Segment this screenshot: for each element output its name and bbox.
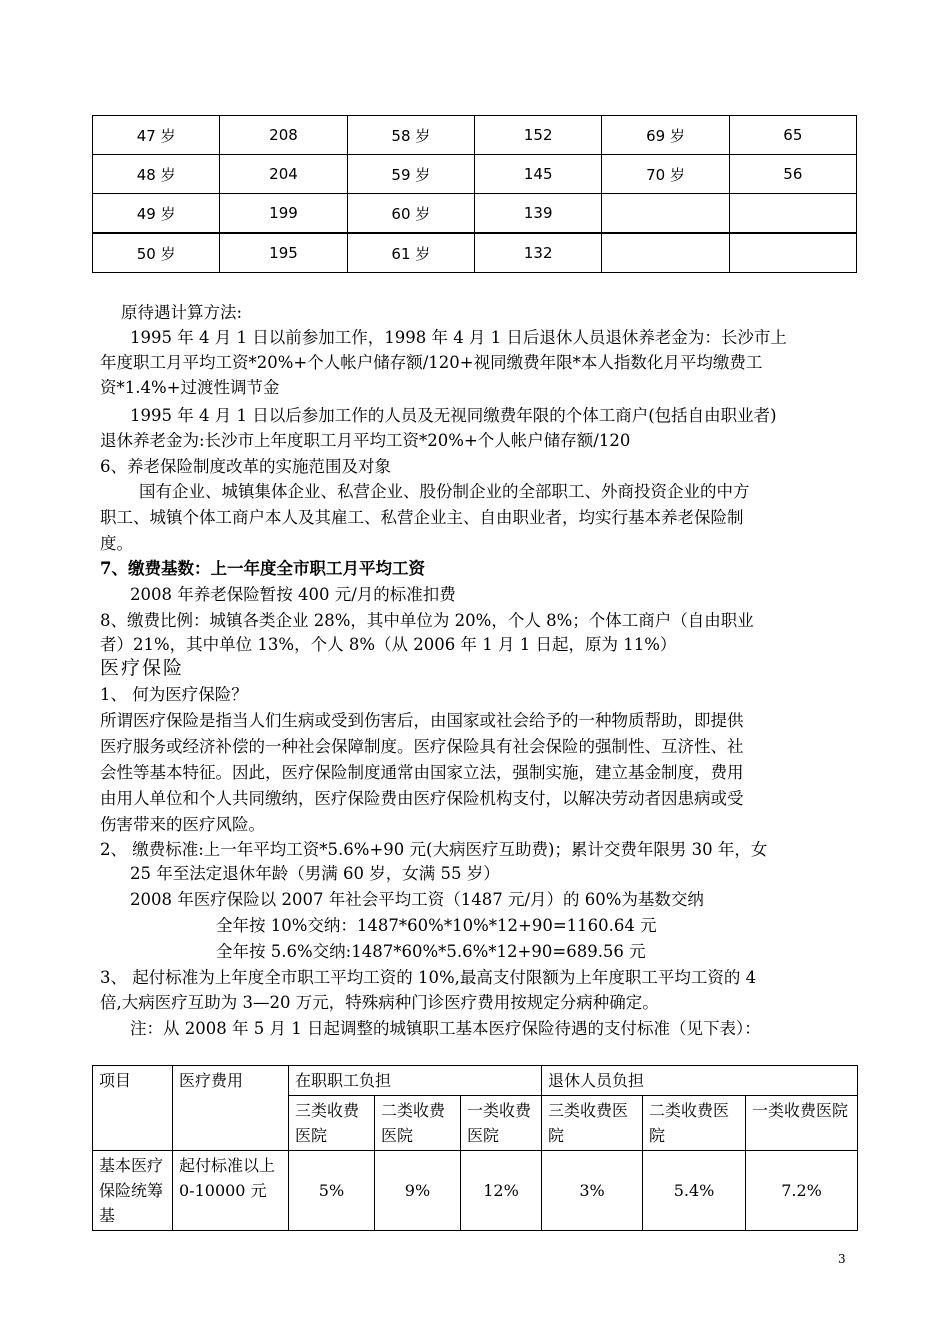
table-cell: 49 岁 [93,194,220,234]
text-line: 2008 年养老保险暂按 400 元/月的标准扣费 [130,585,456,604]
table-header-cell: 二类收费医院 [375,1096,461,1151]
table-cell: 58 岁 [347,116,474,155]
text-line: 由用人单位和个人共同缴纳，医疗保险费由医疗保险机构支付，以解决劳动者因患病或受 [100,789,744,808]
table-cell: 48 岁 [93,155,220,194]
table-header-cell: 项目 [93,1066,173,1151]
text-line: 1995 年 4 月 1 日以后参加工作的人员及无视同缴费年限的个体工商户(包括自由职业者) [130,406,777,425]
section-heading: 8、缴费比例：城镇各类企业 28%，其中单位为 20%，个人 8%；个体工商户（自由职业 [100,611,754,630]
text-line: 退休养老金为:长沙市上年度职工月平均工资*20%+个人帐户储存额/120 [100,431,631,450]
table-cell [602,233,729,273]
table-cell: 152 [474,116,601,155]
table-cell: 5.4% [643,1151,746,1231]
table-header-cell: 在职职工负担 [289,1066,542,1096]
table-cell [729,233,856,273]
section-heading: 7、缴费基数：上一年度全市职工月平均工资 [100,559,425,578]
table-cell: 61 岁 [347,233,474,273]
table-cell: 195 [220,233,347,273]
text-line: 全年按 10%交纳：1487*60%*10%*12+90=1160.64 元 [216,916,657,935]
text-line: 医疗服务或经济补偿的一种社会保障制度。医疗保险具有社会保险的强制性、互济性、社 [100,737,744,756]
text-line: 资*1.4%+过渡性调节金 [100,378,280,397]
section-heading: 2、 缴费标准:上一年平均工资*5.6%+90 元(大病医疗互助费)；累计交费年限男 30 年，女 [100,840,768,859]
text-line: 倍,大病医疗互助为 3—20 万元，特殊病种门诊医疗费用按规定分病种确定。 [100,993,659,1012]
table-cell: 208 [220,116,347,155]
text-line: 年度职工月平均工资*20%+个人帐户储存额/120+视同缴费年限*本人指数化月平均缴费工 [100,353,763,372]
text-line: 者）21%，其中单位 13%，个人 8%（从 2006 年 1 月 1 日起，原为 11%） [100,635,677,654]
table-cell: 3% [542,1151,643,1231]
table-row [93,1151,858,1231]
table-cell: 9% [375,1151,461,1231]
text-line: 2008 年医疗保险以 2007 年社会平均工资（1487 元/月）的 60%为基数交纳 [130,890,704,909]
table-header-cell: 二类收费医院 [643,1096,746,1151]
table-cell: 起付标准以上 0-10000 元 [173,1151,289,1231]
text-line: 25 年至法定退休年龄（男满 60 岁，女满 55 岁） [130,864,500,883]
pension-age-table [92,115,857,273]
table-cell: 69 岁 [602,116,729,155]
table-cell: 50 岁 [93,233,220,273]
table-row [93,1066,858,1096]
table-cell: 47 岁 [93,116,220,155]
table-cell: 145 [474,155,601,194]
page-number: 3 [838,1252,846,1266]
table-cell [729,194,856,234]
section-heading: 6、养老保险制度改革的实施范围及对象 [100,457,391,476]
table-cell: 12% [461,1151,542,1231]
text-line: 国有企业、城镇集体企业、私营企业、股份制企业的全部职工、外商投资企业的中方 [139,482,750,501]
table-row [93,155,857,194]
table-header-cell: 退休人员负担 [542,1066,858,1096]
table-cell [602,194,729,234]
text-line: 职工、城镇个体工商户本人及其雇工、私营企业主、自由职业者，均实行基本养老保险制 [100,508,744,527]
table-cell: 基本医疗保险统筹基 [93,1151,173,1231]
text-line: 原待遇计算方法: [121,303,243,322]
table-cell: 5% [289,1151,375,1231]
table-cell: 59 岁 [347,155,474,194]
table-cell: 204 [220,155,347,194]
section-heading: 1、 何为医疗保险？ [100,685,248,704]
section-heading: 3、 起付标准为上年度全市职工平均工资的 10%,最高支付限额为上年度职工平均工资的 4 [100,968,757,987]
table-cell: 60 岁 [347,194,474,234]
text-line: 全年按 5.6%交纳:1487*60%*5.6%*12+90=689.56 元 [216,942,646,961]
text-line: 会性等基本特征。因此，医疗保险制度通常由国家立法，强制实施，建立基金制度，费用 [100,763,744,782]
text-line: 所谓医疗保险是指当人们生病或受到伤害后，由国家或社会给予的一种物质帮助，即提供 [100,711,744,730]
text-line: 伤害带来的医疗风险。 [100,815,265,834]
table-header-cell: 一类收费医院 [461,1096,542,1151]
table-cell: 199 [220,194,347,234]
table-row [93,233,857,273]
table-row [93,116,857,155]
table-header-cell: 三类收费医院 [289,1096,375,1151]
medical-insurance-heading: 医疗保险 [100,657,185,679]
table-cell: 132 [474,233,601,273]
table-cell: 56 [729,155,856,194]
table-header-cell: 一类收费医院 [746,1096,858,1151]
table-row [93,194,857,234]
table-cell: 139 [474,194,601,234]
text-line: 1995 年 4 月 1 日以前参加工作，1998 年 4 月 1 日后退休人员退休养老金为：长沙市上 [130,328,787,347]
table-header-cell: 医疗费用 [173,1066,289,1151]
text-line: 注：从 2008 年 5 月 1 日起调整的城镇职工基本医疗保险待遇的支付标准（见下表）： [130,1019,761,1038]
table-cell: 65 [729,116,856,155]
table-cell: 7.2% [746,1151,858,1231]
medical-payment-table [92,1065,858,1231]
table-header-cell: 三类收费医院 [542,1096,643,1151]
table-cell: 70 岁 [602,155,729,194]
text-line: 度。 [100,534,133,553]
